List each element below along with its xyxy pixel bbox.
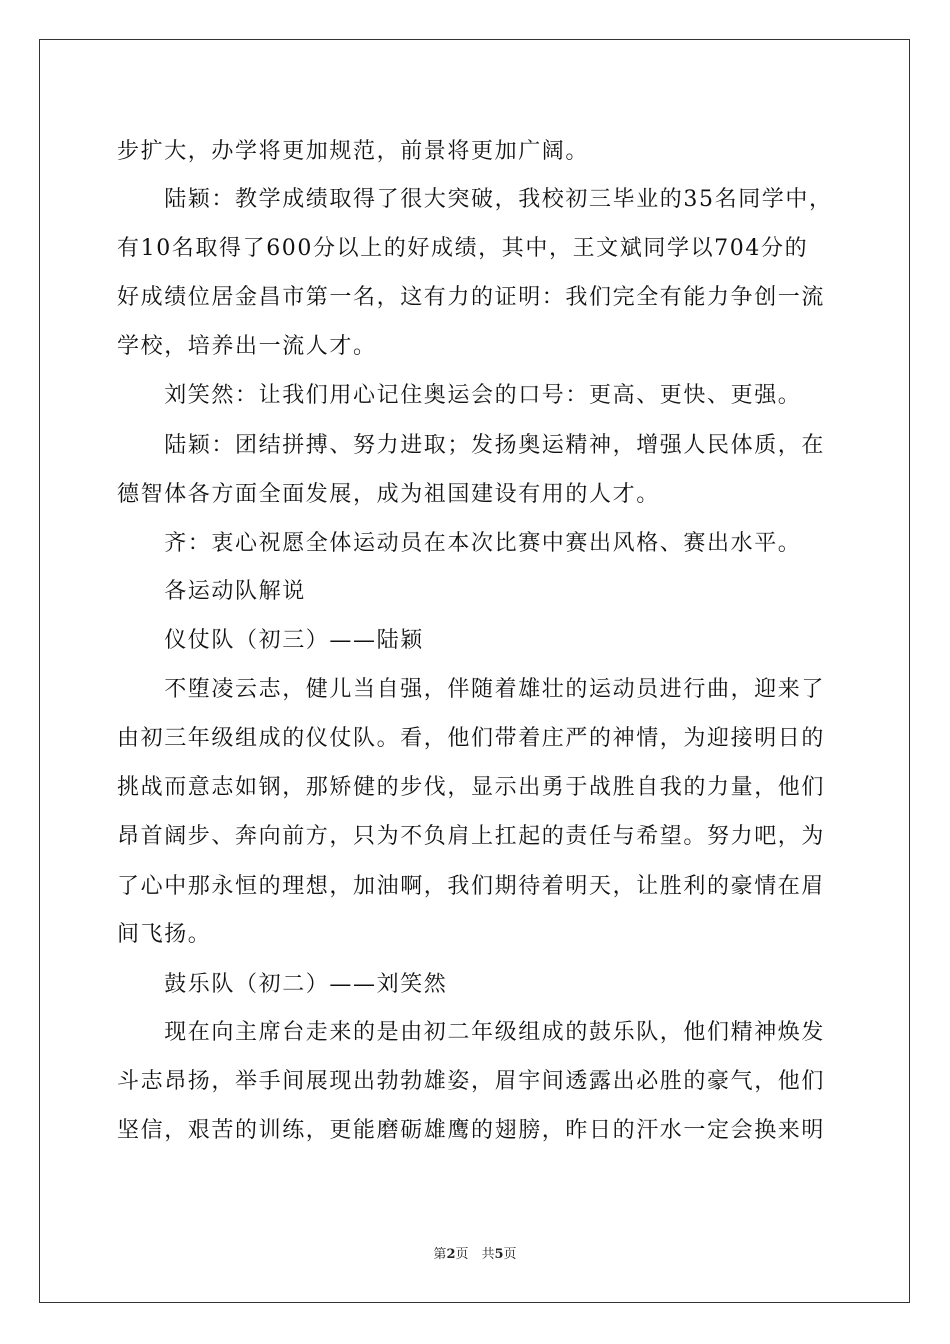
total-label-suffix: 页: [503, 1247, 517, 1262]
page-footer: [0, 1246, 950, 1264]
page-label-prefix: 第: [433, 1247, 447, 1262]
text-line: 了心中那永恒的理想，加油啊，我们期待着明天，让胜利的豪情在眉: [117, 874, 826, 899]
text-line: 有10名取得了600分以上的好成绩，其中，王文斌同学以704分的: [117, 236, 809, 261]
text-line: 齐：衷心祝愿全体运动员在本次比赛中赛出风格、赛出水平。: [117, 531, 802, 556]
page-border: [39, 39, 910, 1303]
text-line: 刘笑然：让我们用心记住奥运会的口号：更高、更快、更强。: [117, 383, 802, 408]
total-pages: 5: [494, 1247, 504, 1262]
page-label-suffix: 页 共: [455, 1247, 495, 1262]
text-line: 步扩大，办学将更加规范，前景将更加广阔。: [117, 139, 590, 164]
text-line: 现在向主席台走来的是由初二年级组成的鼓乐队，他们精神焕发: [117, 1020, 826, 1045]
text-line: 挑战而意志如钢，那矫健的步伐，显示出勇于战胜自我的力量，他们: [117, 775, 826, 800]
text-line: 间飞扬。: [117, 922, 212, 947]
text-line: 学校，培养出一流人才。: [117, 334, 377, 359]
text-line: 坚信，艰苦的训练，更能磨砺雄鹰的翅膀，昨日的汗水一定会换来明: [117, 1118, 826, 1143]
text-line: 好成绩位居金昌市第一名，这有力的证明：我们完全有能力争创一流: [117, 285, 826, 310]
text-line: 陆颖：团结拼搏、努力进取；发扬奥运精神，增强人民体质，在: [117, 433, 826, 458]
text-line: 昂首阔步、奔向前方，只为不负肩上扛起的责任与希望。努力吧，为: [117, 824, 826, 849]
text-line: 由初三年级组成的仪仗队。看，他们带着庄严的神情，为迎接明日的: [117, 726, 826, 751]
text-line: 陆颖：教学成绩取得了很大突破，我校初三毕业的35名同学中，: [117, 187, 833, 212]
text-line: 德智体各方面全面发展，成为祖国建设有用的人才。: [117, 482, 660, 507]
page-number: 2: [446, 1247, 456, 1262]
text-line: 不堕凌云志，健儿当自强，伴随着雄壮的运动员进行曲，迎来了: [117, 677, 826, 702]
text-line: 斗志昂扬，举手间展现出勃勃雄姿，眉宇间透露出必胜的豪气，他们: [117, 1069, 826, 1094]
section-heading: 仪仗队（初三）——陆颖: [117, 628, 424, 653]
section-heading: 各运动队解说: [117, 579, 306, 604]
section-heading: 鼓乐队（初二）——刘笑然: [117, 972, 448, 997]
